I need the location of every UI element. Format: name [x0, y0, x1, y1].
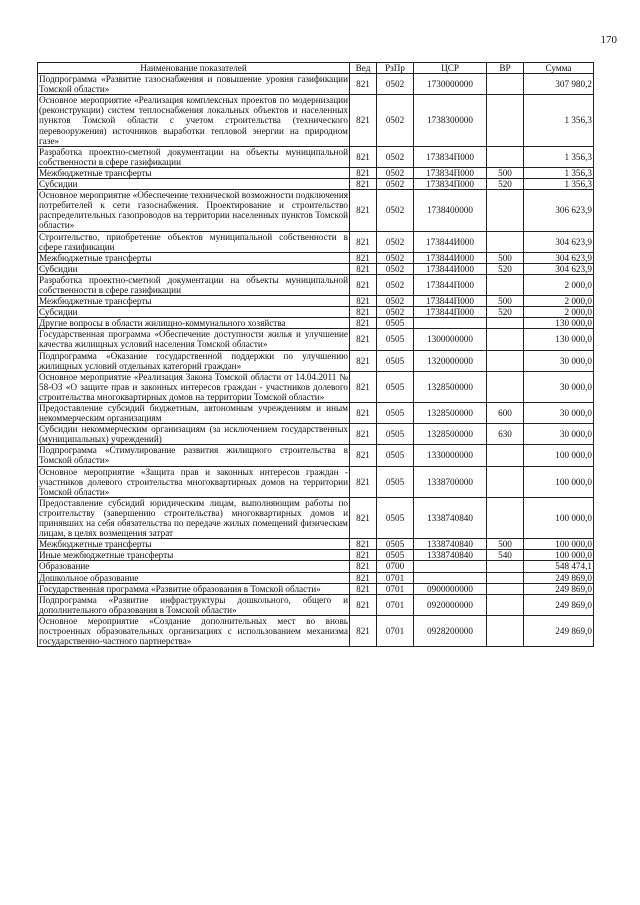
table-body — [38, 74, 594, 647]
header-rzpr: РзПр — [377, 63, 414, 74]
cell-rzpr: 0700 — [377, 561, 414, 572]
cell-rzpr: 0505 — [377, 350, 414, 371]
table-row — [38, 615, 594, 646]
cell-vr — [487, 190, 524, 231]
cell-sum: 30 000,0 — [524, 371, 594, 402]
cell-rzpr: 0505 — [377, 424, 414, 445]
cell-vr — [487, 572, 524, 583]
cell-ved: 821 — [350, 572, 377, 583]
cell-sum: 307 980,2 — [524, 74, 594, 95]
cell-vr — [487, 466, 524, 497]
cell-sum: 304 623,9 — [524, 263, 594, 274]
cell-csr: 1338740840 — [414, 550, 487, 561]
cell-vr: 520 — [487, 307, 524, 318]
cell-sum: 2 000,0 — [524, 274, 594, 295]
cell-name: Подпрограмма «Развитие газоснабжения и повышение уровня газификации Томской области» — [39, 74, 348, 95]
cell-name: Межбюджетные трансферты — [38, 252, 350, 263]
cell-ved: 821 — [350, 307, 377, 318]
cell-csr: 173844И000 — [414, 252, 487, 263]
cell-vr — [487, 318, 524, 329]
table-row — [38, 190, 594, 231]
cell-ved: 821 — [350, 550, 377, 561]
cell-name: Межбюджетные трансферты — [38, 167, 350, 178]
cell-name: Другие вопросы в области жилищно-коммунального хозяйства — [38, 318, 350, 329]
cell-ved: 821 — [350, 274, 377, 295]
table-row — [38, 95, 594, 146]
cell-name: Подпрограмма «Оказание государственной поддержки по улучшению жилищных условий отдельных категорий граждан» — [39, 350, 348, 371]
cell-csr — [414, 572, 487, 583]
table-row — [38, 231, 594, 252]
cell-rzpr: 0701 — [377, 594, 414, 615]
table-row — [38, 445, 594, 466]
table-row — [38, 497, 594, 538]
table-row — [38, 274, 594, 295]
cell-sum: 130 000,0 — [524, 318, 594, 329]
cell-sum: 130 000,0 — [524, 329, 594, 350]
cell-csr: 173834П000 — [414, 167, 487, 178]
cell-sum: 100 000,0 — [524, 445, 594, 466]
cell-csr: 173844П000 — [414, 296, 487, 307]
cell-name: Образование — [38, 561, 350, 572]
cell-rzpr: 0502 — [377, 95, 414, 146]
cell-rzpr: 0502 — [377, 252, 414, 263]
cell-ved: 821 — [350, 146, 377, 167]
cell-ved: 821 — [350, 190, 377, 231]
cell-csr: 173844И000 — [414, 263, 487, 274]
cell-name: Субсидии — [38, 263, 350, 274]
cell-vr — [487, 74, 524, 95]
cell-vr: 520 — [487, 179, 524, 190]
cell-rzpr: 0502 — [377, 190, 414, 231]
cell-name: Субсидии некоммерческим организациям (за исключением государственных (муниципальных) учреждений) — [39, 424, 348, 445]
cell-sum: 2 000,0 — [524, 296, 594, 307]
cell-rzpr: 0505 — [377, 539, 414, 550]
table-row — [38, 307, 594, 318]
cell-rzpr: 0505 — [377, 497, 414, 538]
table-row — [38, 263, 594, 274]
table-row — [38, 167, 594, 178]
cell-rzpr: 0502 — [377, 74, 414, 95]
table-row — [38, 424, 594, 445]
cell-ved: 821 — [350, 371, 377, 402]
cell-sum: 30 000,0 — [524, 350, 594, 371]
cell-vr — [487, 274, 524, 295]
cell-sum: 1 356,3 — [524, 167, 594, 178]
cell-name: Подпрограмма «Стимулирование развития жилищного строительства в Томской области» — [39, 445, 348, 466]
table-row — [38, 350, 594, 371]
cell-csr: 1328500000 — [414, 403, 487, 424]
cell-csr: 1328500000 — [414, 424, 487, 445]
cell-ved: 821 — [350, 179, 377, 190]
table-row — [38, 583, 594, 594]
cell-name: Строительство, приобретение объектов муниципальной собственности в сфере газификации — [39, 231, 348, 252]
cell-vr — [487, 329, 524, 350]
cell-csr: 0920000000 — [414, 594, 487, 615]
cell-ved: 821 — [350, 252, 377, 263]
cell-name: Межбюджетные трансферты — [38, 296, 350, 307]
cell-rzpr: 0505 — [377, 403, 414, 424]
cell-name: Основное мероприятие «Обеспечение технической возможности подключения потребителей к сети газоснабжения. Проектирование и строительство распределительных газопроводов на территории населенных пунктов Томской области» — [39, 190, 348, 231]
cell-rzpr: 0701 — [377, 615, 414, 646]
cell-csr — [414, 561, 487, 572]
cell-name: Основное мероприятие «Создание дополнительных мест во вновь построенных образовательных организациях с использованием механизма государственно-частного партнерства» — [39, 615, 348, 647]
cell-rzpr: 0502 — [377, 179, 414, 190]
cell-name: Предоставление субсидий бюджетным, автономным учреждениям и иным некоммерческим организациям — [39, 403, 348, 424]
cell-csr: 1330000000 — [414, 445, 487, 466]
table-row — [38, 371, 594, 402]
cell-name: Государственная программа «Обеспечение доступности жилья и улучшение качества жилищных условий населения Томской области» — [39, 329, 348, 350]
cell-vr — [487, 594, 524, 615]
cell-sum: 249 869,0 — [524, 594, 594, 615]
cell-csr: 173844П000 — [414, 274, 487, 295]
cell-vr: 630 — [487, 424, 524, 445]
cell-ved: 821 — [350, 231, 377, 252]
cell-ved: 821 — [350, 539, 377, 550]
cell-sum: 304 623,9 — [524, 252, 594, 263]
cell-csr — [414, 318, 487, 329]
table-row — [38, 74, 594, 95]
header-csr: ЦСР — [414, 63, 487, 74]
cell-rzpr: 0701 — [377, 572, 414, 583]
cell-name: Межбюджетные трансферты — [38, 539, 350, 550]
table-row — [38, 318, 594, 329]
cell-name: Основное мероприятие «Защита прав и законных интересов граждан - участников долевого строительства многоквартирных домов на территории Томской области» — [39, 466, 348, 497]
cell-name: Субсидии — [38, 307, 350, 318]
table-row — [38, 466, 594, 497]
cell-vr — [487, 231, 524, 252]
cell-name: Разработка проектно-сметной документации на объекты муниципальной собственности в сфере газификации — [39, 146, 348, 167]
cell-vr — [487, 561, 524, 572]
table-row — [38, 539, 594, 550]
cell-sum: 1 356,3 — [524, 179, 594, 190]
cell-ved: 821 — [350, 466, 377, 497]
table-row — [38, 550, 594, 561]
cell-rzpr: 0502 — [377, 167, 414, 178]
cell-ved: 821 — [350, 350, 377, 371]
cell-csr: 0928200000 — [414, 615, 487, 646]
cell-sum: 306 623,9 — [524, 190, 594, 231]
cell-vr — [487, 371, 524, 402]
cell-rzpr: 0502 — [377, 263, 414, 274]
cell-name: Разработка проектно-сметной документации на объекты муниципальной собственности в сфере газификации — [39, 274, 348, 295]
cell-sum: 100 000,0 — [524, 539, 594, 550]
cell-csr: 173844И000 — [414, 231, 487, 252]
table-row — [38, 403, 594, 424]
cell-sum: 249 869,0 — [524, 615, 594, 646]
cell-ved: 821 — [350, 594, 377, 615]
cell-csr: 0900000000 — [414, 583, 487, 594]
cell-name: Субсидии — [38, 179, 350, 190]
cell-csr: 1338740840 — [414, 497, 487, 538]
cell-rzpr: 0505 — [377, 371, 414, 402]
cell-rzpr: 0502 — [377, 146, 414, 167]
cell-ved: 821 — [350, 424, 377, 445]
cell-vr — [487, 95, 524, 146]
cell-ved: 821 — [350, 403, 377, 424]
cell-sum: 249 869,0 — [524, 583, 594, 594]
header-sum: Сумма — [524, 63, 594, 74]
cell-rzpr: 0502 — [377, 274, 414, 295]
cell-ved: 821 — [350, 95, 377, 146]
cell-ved: 821 — [350, 318, 377, 329]
cell-csr: 173834П000 — [414, 179, 487, 190]
table-row — [38, 179, 594, 190]
cell-vr: 500 — [487, 539, 524, 550]
table-header-row — [38, 63, 594, 74]
cell-sum: 249 869,0 — [524, 572, 594, 583]
cell-rzpr: 0505 — [377, 445, 414, 466]
cell-sum: 100 000,0 — [524, 466, 594, 497]
table-row — [38, 561, 594, 572]
header-vr: ВР — [487, 63, 524, 74]
cell-vr — [487, 615, 524, 646]
cell-name: Основное мероприятие «Реализация Закона Томской области от 14.04.2011 № 58-ОЗ «О защите прав и законных интересов граждан - участников долевого строительства многоквартирных домов на территории Томской области» — [39, 371, 348, 402]
cell-rzpr: 0505 — [377, 329, 414, 350]
cell-ved: 821 — [350, 497, 377, 538]
cell-rzpr: 0701 — [377, 583, 414, 594]
cell-csr: 1328500000 — [414, 371, 487, 402]
cell-sum: 1 356,3 — [524, 146, 594, 167]
cell-rzpr: 0505 — [377, 318, 414, 329]
cell-vr: 500 — [487, 252, 524, 263]
cell-name: Иные межбюджетные трансферты — [38, 550, 350, 561]
cell-sum: 100 000,0 — [524, 550, 594, 561]
cell-sum: 30 000,0 — [524, 403, 594, 424]
cell-rzpr: 0505 — [377, 466, 414, 497]
cell-rzpr: 0502 — [377, 231, 414, 252]
cell-vr — [487, 497, 524, 538]
cell-sum: 100 000,0 — [524, 497, 594, 538]
cell-csr: 1338700000 — [414, 466, 487, 497]
cell-csr: 1338740840 — [414, 539, 487, 550]
cell-ved: 821 — [350, 583, 377, 594]
header-ved: Вед — [350, 63, 377, 74]
cell-vr — [487, 350, 524, 371]
cell-name: Основное мероприятие «Реализация комплексных проектов по модернизации (реконструкции) систем теплоснабжения локальных объектов и населенных пунктов Томской области с учетом строительства (технического перевооружения) источников выработки тепловой энергии на природном газе» — [39, 95, 348, 146]
cell-ved: 821 — [350, 296, 377, 307]
table-row — [38, 329, 594, 350]
cell-csr: 1738400000 — [414, 190, 487, 231]
cell-vr — [487, 583, 524, 594]
cell-csr: 173834П000 — [414, 146, 487, 167]
table-row — [38, 252, 594, 263]
cell-sum: 2 000,0 — [524, 307, 594, 318]
cell-name: Предоставление субсидий юридическим лицам, выполняющим работы по строительству (завершению строительства) многоквартирных домов и принявших на себя обязательства по передаче жилых помещений физическим лицам, в целях возмещения затрат — [39, 497, 348, 539]
cell-sum: 548 474,1 — [524, 561, 594, 572]
cell-csr: 1730000000 — [414, 74, 487, 95]
cell-csr: 1738300000 — [414, 95, 487, 146]
cell-rzpr: 0502 — [377, 296, 414, 307]
cell-csr: 1300000000 — [414, 329, 487, 350]
cell-sum: 30 000,0 — [524, 424, 594, 445]
cell-ved: 821 — [350, 615, 377, 646]
cell-rzpr: 0502 — [377, 307, 414, 318]
cell-ved: 821 — [350, 74, 377, 95]
cell-name: Подпрограмма «Развитие инфраструктуры дошкольного, общего и дополнительного образования в Томской области» — [39, 594, 348, 615]
cell-sum: 1 356,3 — [524, 95, 594, 146]
cell-ved: 821 — [350, 329, 377, 350]
cell-vr: 500 — [487, 167, 524, 178]
cell-vr: 540 — [487, 550, 524, 561]
cell-csr: 173844П000 — [414, 307, 487, 318]
cell-rzpr: 0505 — [377, 550, 414, 561]
table-row — [38, 594, 594, 615]
cell-ved: 821 — [350, 445, 377, 466]
page-number: 170 — [600, 34, 617, 46]
budget-table — [37, 62, 594, 647]
cell-ved: 821 — [350, 561, 377, 572]
cell-name: Государственная программа «Развитие образования в Томской области» — [38, 583, 350, 594]
cell-ved: 821 — [350, 263, 377, 274]
cell-vr: 600 — [487, 403, 524, 424]
cell-vr — [487, 445, 524, 466]
cell-vr: 500 — [487, 296, 524, 307]
cell-vr: 520 — [487, 263, 524, 274]
cell-sum: 304 623,9 — [524, 231, 594, 252]
table-row — [38, 572, 594, 583]
cell-ved: 821 — [350, 167, 377, 178]
cell-name: Дошкольное образование — [38, 572, 350, 583]
table-row — [38, 146, 594, 167]
cell-vr — [487, 146, 524, 167]
cell-csr: 1320000000 — [414, 350, 487, 371]
table-row — [38, 296, 594, 307]
header-name: Наименование показателей — [38, 63, 350, 74]
